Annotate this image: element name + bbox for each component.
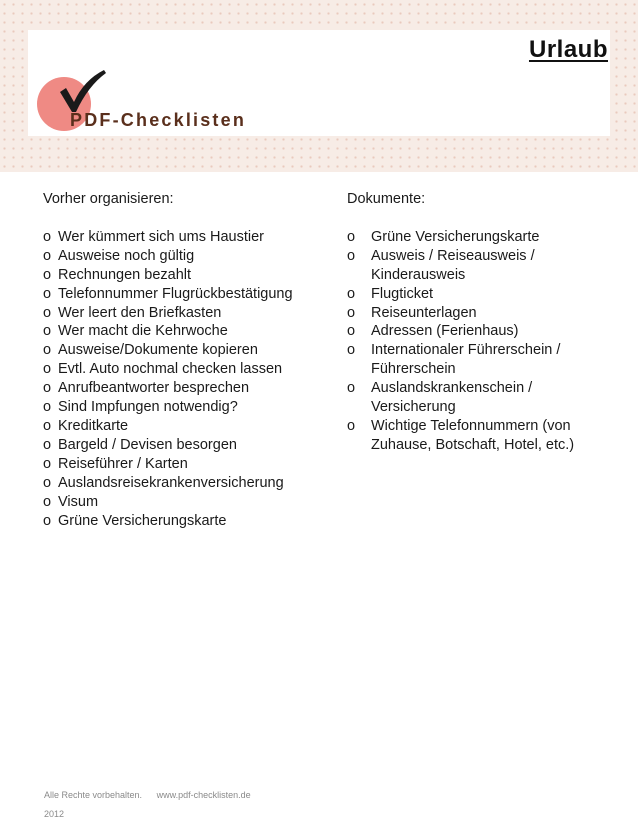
checkbox-bullet: o bbox=[43, 493, 52, 510]
checklist-item bbox=[43, 417, 328, 436]
checkbox-bullet: o bbox=[43, 285, 52, 302]
right-column-heading: Dokumente: bbox=[347, 191, 426, 207]
checklist-item bbox=[347, 322, 617, 341]
checkbox-bullet: o bbox=[43, 266, 52, 283]
checklist-item-text: Ausweise noch gültig bbox=[58, 247, 195, 264]
left-checklist bbox=[43, 228, 328, 531]
checklist-item bbox=[43, 474, 328, 493]
right-column bbox=[347, 190, 617, 455]
checklist-item bbox=[347, 341, 617, 379]
checklist-item bbox=[43, 455, 328, 474]
checklist-item-text: Grüne Versicherungskarte bbox=[58, 512, 227, 529]
checklist-item-line: Ausweis / Reiseausweis / bbox=[371, 247, 535, 264]
checklist-item-line: Kinderausweis bbox=[371, 266, 466, 283]
checklist-item-text: Sind Impfungen notwendig? bbox=[58, 399, 238, 416]
checklist-item-text: Ausweise/Dokumente kopieren bbox=[58, 342, 258, 359]
checklist-item bbox=[43, 398, 328, 417]
checklist-item-line: Adressen (Ferienhaus) bbox=[371, 323, 519, 340]
checkbox-bullet: o bbox=[43, 399, 52, 416]
checklist-item bbox=[43, 341, 328, 360]
checkbox-bullet: o bbox=[347, 304, 356, 321]
checkbox-bullet: o bbox=[43, 380, 52, 397]
left-column-heading: Vorher organisieren: bbox=[43, 191, 174, 207]
checklist-item-line: Zuhause, Botschaft, Hotel, etc.) bbox=[371, 436, 575, 453]
checklist-item bbox=[43, 285, 328, 304]
checklist-item bbox=[43, 493, 328, 512]
checkbox-bullet: o bbox=[347, 323, 356, 340]
right-checklist bbox=[347, 228, 617, 455]
checklist-item bbox=[43, 304, 328, 323]
checklist-item-text bbox=[371, 379, 617, 417]
checklist-item-line: Wichtige Telefonnummern (von bbox=[371, 417, 571, 434]
checklist-item-text: Wer macht die Kehrwoche bbox=[58, 323, 228, 340]
checkbox-bullet: o bbox=[43, 417, 52, 434]
checklist-item-text bbox=[371, 228, 617, 247]
left-column bbox=[43, 190, 328, 530]
checklist-item-text: Rechnungen bezahlt bbox=[58, 266, 192, 283]
checklist-item-text: Visum bbox=[58, 493, 99, 510]
checklist-item bbox=[43, 379, 328, 398]
checkbox-bullet: o bbox=[347, 228, 356, 245]
logo-text: PDF-Checklisten bbox=[70, 110, 247, 130]
checklist-item-line: Internationaler Führerschein / bbox=[371, 342, 561, 359]
checklist-item bbox=[43, 360, 328, 379]
checklist-item bbox=[347, 247, 617, 285]
checklist-item bbox=[43, 436, 328, 455]
footer bbox=[44, 786, 251, 824]
checkbox-bullet: o bbox=[43, 512, 52, 529]
checkbox-bullet: o bbox=[43, 361, 52, 378]
checkbox-bullet: o bbox=[43, 228, 52, 245]
checklist-item bbox=[43, 322, 328, 341]
checklist-item-text: Anrufbeantworter besprechen bbox=[58, 380, 250, 397]
checklist-item-text bbox=[371, 322, 617, 341]
checklist-item-text bbox=[371, 285, 617, 304]
checkbox-bullet: o bbox=[43, 247, 52, 264]
checklist-item-line: Führerschein bbox=[371, 361, 456, 378]
footer-year: 2012 bbox=[44, 809, 65, 819]
checkbox-bullet: o bbox=[43, 474, 52, 491]
checklist-item bbox=[347, 304, 617, 323]
checklist-item-text bbox=[371, 341, 617, 379]
checkbox-bullet: o bbox=[347, 285, 356, 302]
checkbox-bullet: o bbox=[347, 342, 356, 359]
checklist-item-text: Evtl. Auto nochmal checken lassen bbox=[58, 361, 283, 378]
checkmark-icon bbox=[56, 68, 110, 116]
checklist-item-text: Telefonnummer Flugrückbestätigung bbox=[58, 285, 293, 302]
checklist-item-line: Grüne Versicherungskarte bbox=[371, 228, 540, 245]
checklist-item bbox=[347, 379, 617, 417]
checklist-item-text bbox=[371, 417, 617, 455]
checkbox-bullet: o bbox=[43, 342, 52, 359]
checklist-item-text: Bargeld / Devisen besorgen bbox=[58, 436, 237, 453]
document-title: Urlaub bbox=[528, 36, 608, 63]
checklist-item-line: Versicherung bbox=[371, 399, 456, 416]
checklist-item bbox=[347, 285, 617, 304]
checklist-item-line: Reiseunterlagen bbox=[371, 304, 477, 321]
checklist-item-text bbox=[371, 247, 617, 285]
checkbox-bullet: o bbox=[43, 323, 52, 340]
checklist-item-line: Flugticket bbox=[371, 285, 434, 302]
footer-url: www.pdf-checklisten.de bbox=[156, 790, 251, 800]
checklist-item bbox=[43, 512, 328, 531]
checkbox-bullet: o bbox=[43, 436, 52, 453]
checklist-item-text: Reiseführer / Karten bbox=[58, 455, 188, 472]
checklist-item bbox=[43, 266, 328, 285]
checklist-item bbox=[347, 228, 617, 247]
checklist-item bbox=[43, 228, 328, 247]
checklist-item bbox=[43, 247, 328, 266]
checklist-item-text bbox=[371, 304, 617, 323]
checklist-item-text: Auslandsreisekrankenversicherung bbox=[58, 474, 284, 491]
checklist-item-text: Kreditkarte bbox=[58, 417, 129, 434]
checklist-item bbox=[347, 417, 617, 455]
checkbox-bullet: o bbox=[347, 247, 356, 264]
checkbox-bullet: o bbox=[347, 417, 356, 434]
checkbox-bullet: o bbox=[43, 455, 52, 472]
checklist-item-text: Wer kümmert sich ums Haustier bbox=[58, 228, 264, 245]
checkbox-bullet: o bbox=[43, 304, 52, 321]
checkbox-bullet: o bbox=[347, 380, 356, 397]
footer-rights: Alle Rechte vorbehalten. bbox=[44, 790, 143, 800]
checklist-item-text: Wer leert den Briefkasten bbox=[58, 304, 222, 321]
checklist-item-line: Auslandskrankenschein / bbox=[371, 380, 533, 397]
